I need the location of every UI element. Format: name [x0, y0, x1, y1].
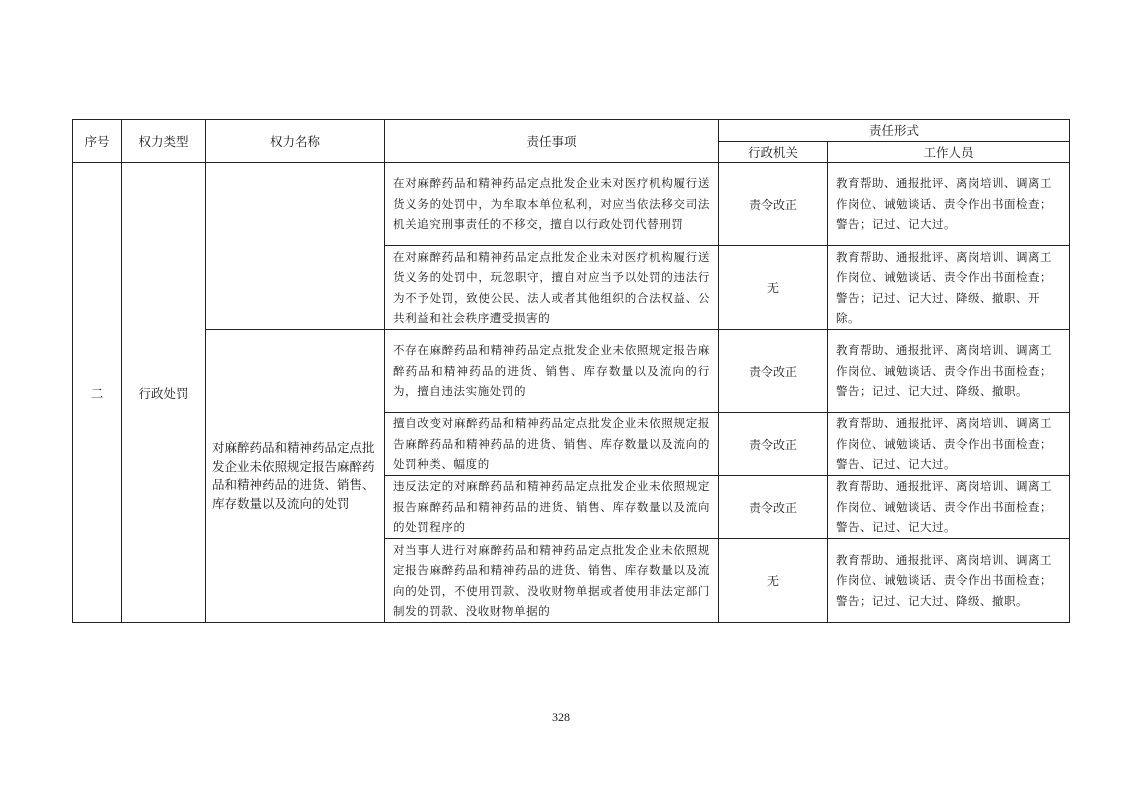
power-name-cell-1	[206, 163, 385, 330]
admin-organ-cell: 责令改正	[719, 163, 828, 246]
seq-cell: 二	[73, 163, 122, 623]
header-responsibility-form: 责任形式	[719, 120, 1070, 142]
header-staff: 工作人员	[828, 141, 1070, 163]
header-power-name: 权力名称	[206, 120, 385, 163]
responsibility-item: 在对麻醉药品和精神药品定点批发企业未对医疗机构履行送货义务的处罚中，为牟取本单位私利，对应当依法移交司法机关追究刑事责任的不移交，擅自以行政处罚代替刑罚	[385, 163, 719, 246]
responsibility-item: 不存在麻醉药品和精神药品定点批发企业未依照规定报告麻醉药品和精神药品的进货、销售、库存数量以及流向的行为，擅自违法实施处罚的	[385, 330, 719, 413]
staff-cell: 教育帮助、通报批评、离岗培训、调离工作岗位、诫勉谈话、责令作出书面检查；警告；记过、记大过、降级、撤职。	[828, 539, 1070, 623]
responsibility-item: 对当事人进行对麻醉药品和精神药品定点批发企业未依照规定报告麻醉药品和精神药品的进货、销售、库存数量以及流向的处罚，不使用罚款、没收财物单据或者使用非法定部门制发的罚款、没收财物单据的	[385, 539, 719, 623]
table-row	[73, 330, 1070, 413]
staff-cell: 教育帮助、通报批评、离岗培训、调离工作岗位、诫勉谈话、责令作出书面检查；警告；记过、记大过、降级、撤职。	[828, 330, 1070, 413]
admin-organ-cell: 无	[719, 539, 828, 623]
power-name-cell-2: 对麻醉药品和精神药品定点批发企业未依照规定报告麻醉药品和精神药品的进货、销售、库存数量以及流向的处罚	[206, 330, 385, 623]
table-row	[73, 163, 1070, 246]
admin-organ-cell: 责令改正	[719, 330, 828, 413]
page-number: 328	[552, 710, 570, 724]
responsibility-table	[72, 119, 1070, 623]
admin-organ-cell: 责令改正	[719, 476, 828, 539]
responsibility-item: 违反法定的对麻醉药品和精神药品定点批发企业未依照规定报告麻醉药品和精神药品的进货、销售、库存数量以及流向的处罚程序的	[385, 476, 719, 539]
admin-organ-cell: 责令改正	[719, 413, 828, 476]
header-responsibility-items: 责任事项	[385, 120, 719, 163]
header-seq: 序号	[73, 120, 122, 163]
header-admin-organ: 行政机关	[719, 141, 828, 163]
staff-cell: 教育帮助、通报批评、离岗培训、调离工作岗位、诫勉谈话、责令作出书面检查；警告；记过、记大过、降级、撤职、开除。	[828, 246, 1070, 330]
responsibility-item: 擅自改变对麻醉药品和精神药品定点批发企业未依照规定报告麻醉药品和精神药品的进货、销售、库存数量以及流向的处罚种类、幅度的	[385, 413, 719, 476]
header-power-type: 权力类型	[122, 120, 206, 163]
staff-cell: 教育帮助、通报批评、离岗培训、调离工作岗位、诫勉谈话、责令作出书面检查；警告、记过、记大过。	[828, 413, 1070, 476]
staff-cell: 教育帮助、通报批评、离岗培训、调离工作岗位、诫勉谈话、责令作出书面检查；警告；记过、记大过。	[828, 163, 1070, 246]
responsibility-item: 在对麻醉药品和精神药品定点批发企业未对医疗机构履行送货义务的处罚中，玩忽职守，擅自对应当予以处罚的违法行为不予处罚，致使公民、法人或者其他组织的合法权益、公共利益和社会秩序遭受损害的	[385, 246, 719, 330]
staff-cell: 教育帮助、通报批评、离岗培训、调离工作岗位、诫勉谈话、责令作出书面检查；警告、记过、记大过。	[828, 476, 1070, 539]
header-row-1	[73, 120, 1070, 142]
admin-organ-cell: 无	[719, 246, 828, 330]
power-type-cell: 行政处罚	[122, 163, 206, 623]
